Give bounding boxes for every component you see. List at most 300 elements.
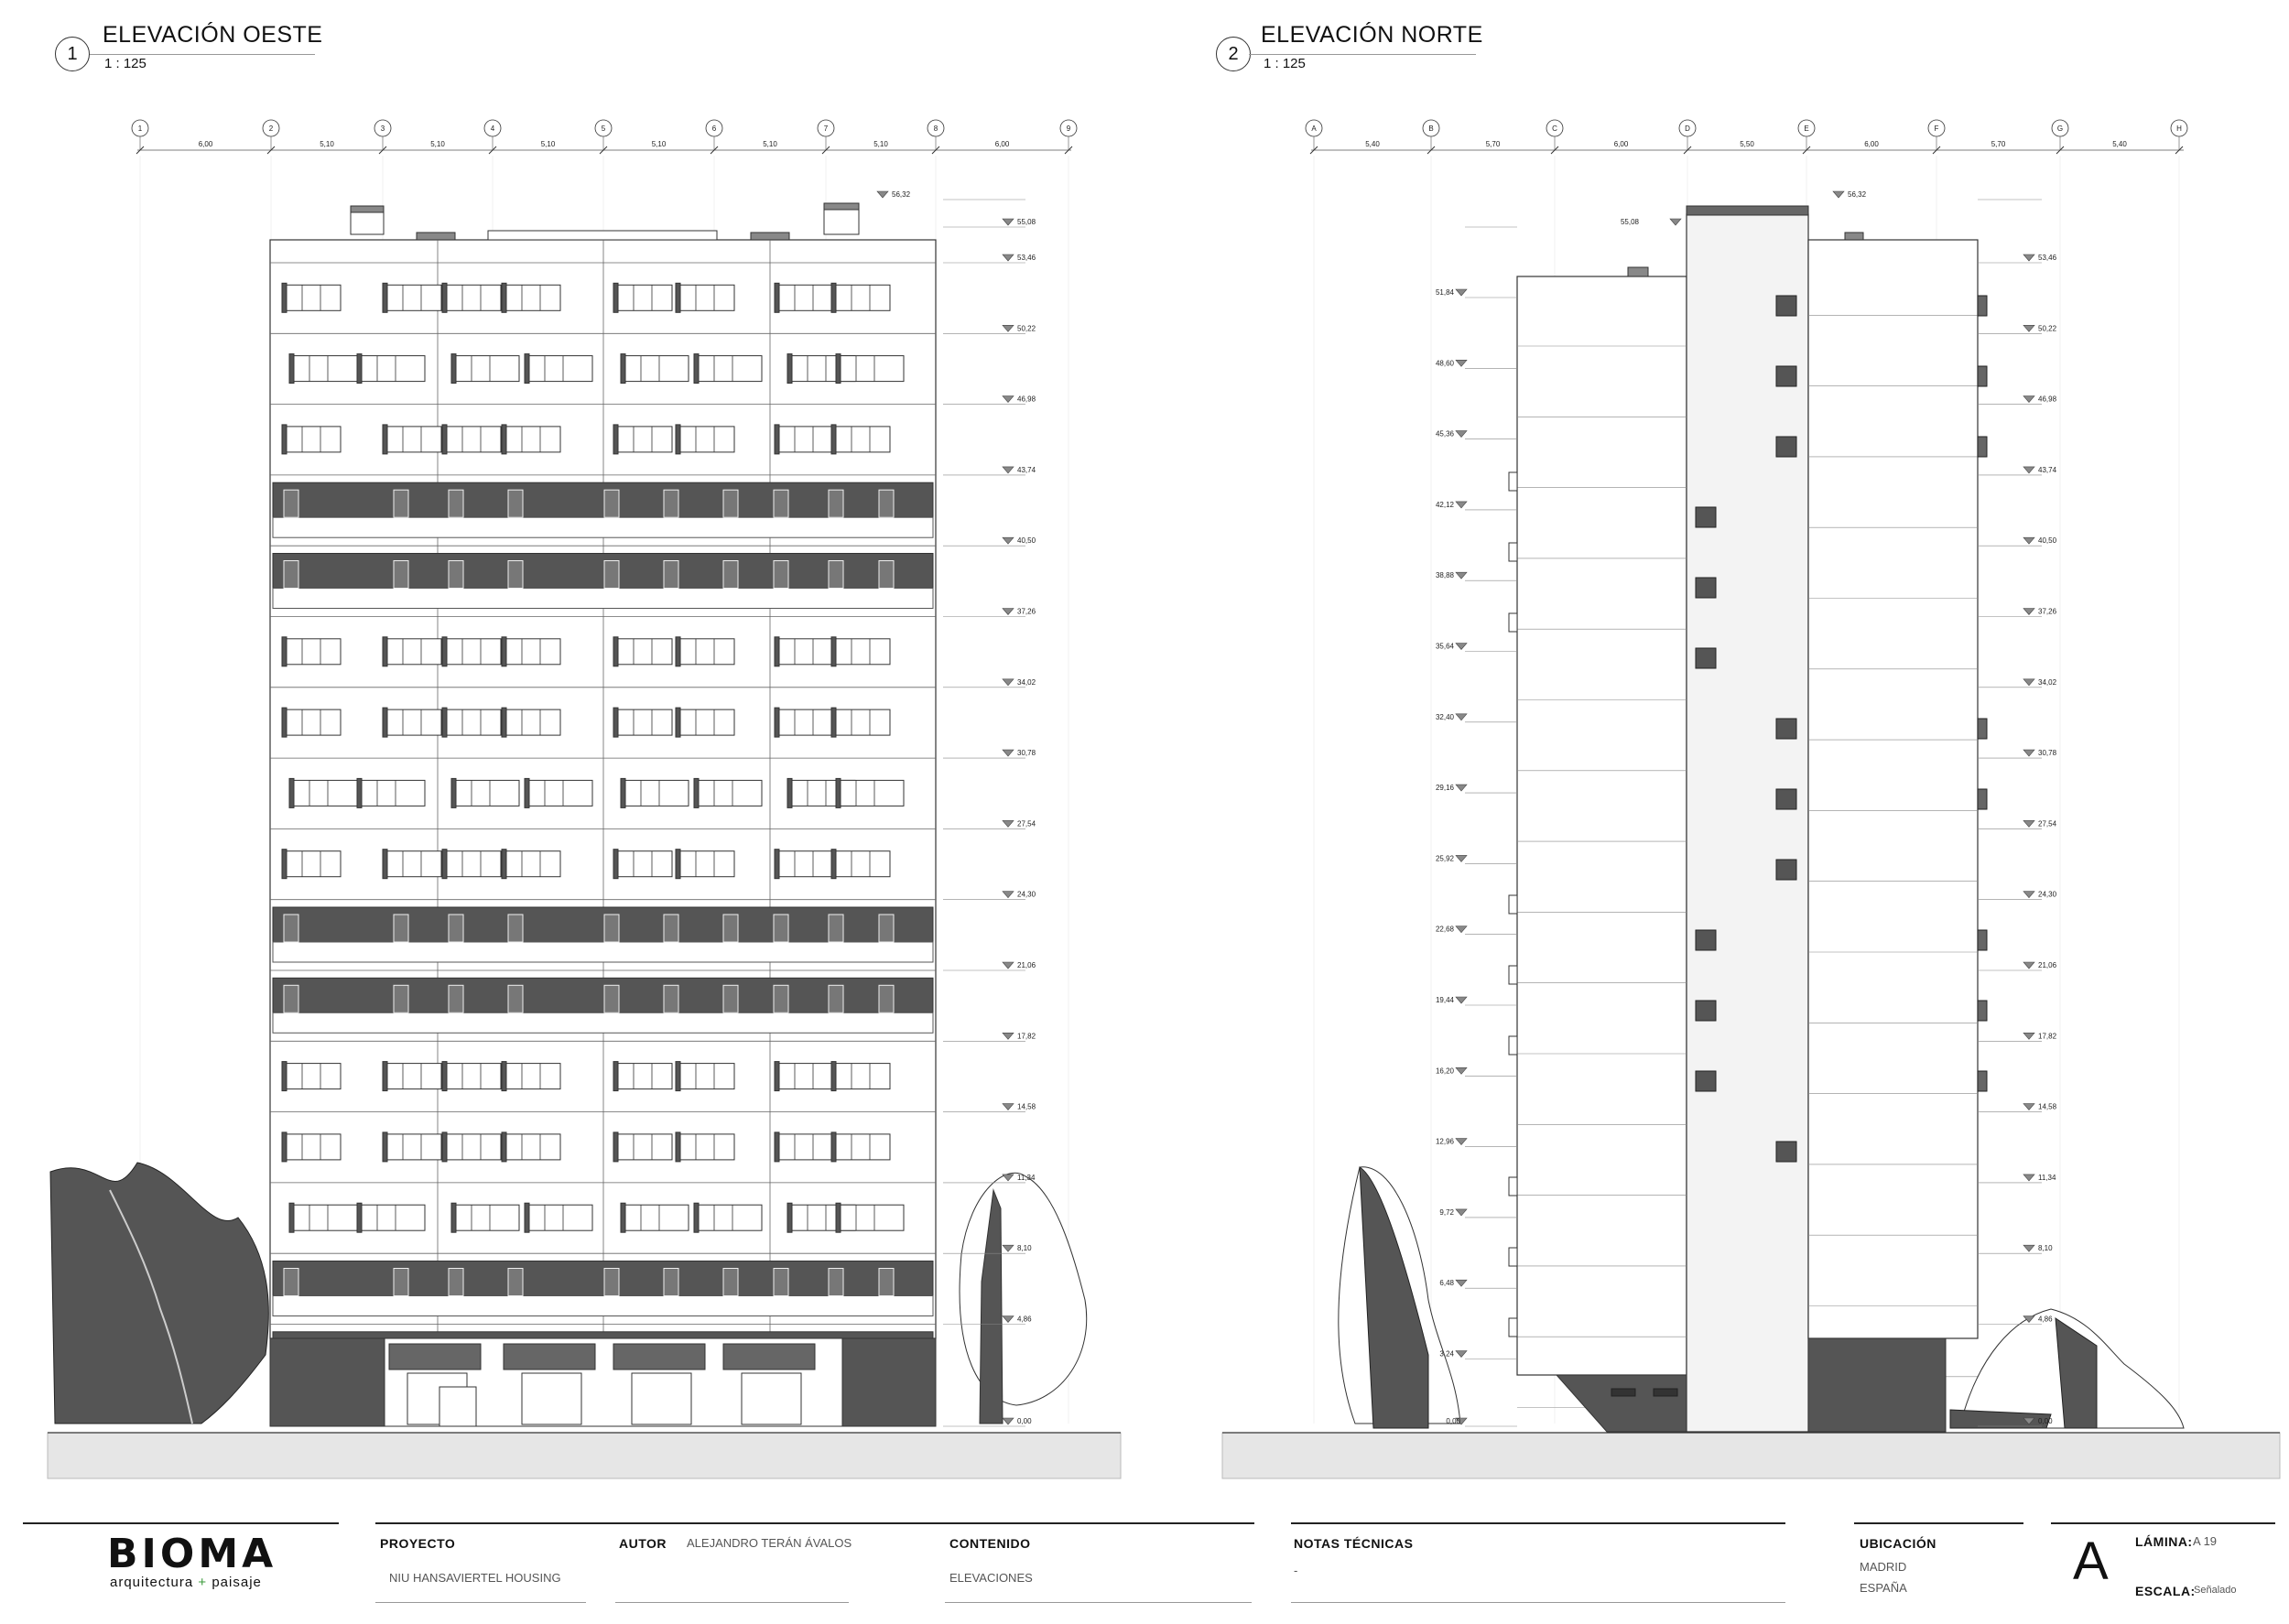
grid-spacing-label: 6,00 (994, 140, 1010, 148)
window-shutter (621, 1203, 625, 1232)
level-marker (1003, 254, 1014, 261)
side-window (1978, 719, 1987, 739)
vent-grille (1654, 1389, 1677, 1396)
side-window (1978, 437, 1987, 457)
level-marker (1003, 1418, 1014, 1424)
window (678, 285, 734, 310)
level-label: 43,74 (1017, 465, 1036, 474)
level-marker (1670, 219, 1681, 225)
grid-axis-label: 9 (1066, 125, 1071, 133)
notas-label: NOTAS TÉCNICAS (1294, 1536, 1414, 1551)
window-shutter (676, 637, 680, 666)
level-label: 22,68 (1435, 925, 1454, 934)
level-label: 0,00 (1446, 1417, 1460, 1425)
level-label: 4,86 (1017, 1315, 1032, 1324)
balcony-door (394, 1269, 408, 1296)
roof-vent (751, 233, 789, 240)
level-marker (2023, 396, 2034, 403)
balcony-door (879, 915, 894, 942)
shopfront-transom (389, 1344, 481, 1370)
autor-value: ALEJANDRO TERÁN ÁVALOS (687, 1536, 852, 1550)
window-shutter (775, 1132, 779, 1162)
balcony-door (879, 1269, 894, 1296)
level-label: 24,30 (1017, 890, 1036, 899)
titleblock-line-lamina (2051, 1522, 2275, 1524)
window-shutter (676, 1062, 680, 1091)
core-window (1696, 507, 1716, 527)
balcony-door (723, 490, 738, 517)
level-label: 40,50 (1017, 536, 1036, 546)
view-2-number: 2 (1216, 37, 1251, 71)
side-window (1509, 543, 1517, 561)
balcony-door (284, 490, 298, 517)
window-shutter (357, 354, 362, 384)
side-window (1509, 613, 1517, 632)
level-marker (2023, 892, 2034, 898)
side-window (1978, 366, 1987, 386)
lamina-value: A 19 (2193, 1534, 2218, 1548)
window-shutter (694, 778, 699, 807)
window-shutter (831, 425, 836, 454)
level-marker (2023, 325, 2034, 331)
level-label: 32,40 (1435, 712, 1454, 721)
level-label: 16,20 (1435, 1066, 1454, 1076)
window (284, 1134, 341, 1160)
level-label: 45,36 (1435, 429, 1454, 438)
balcony-door (508, 490, 523, 517)
window-shutter (289, 778, 294, 807)
window-shutter (383, 283, 387, 312)
window (453, 780, 519, 806)
contenido-value: ELEVACIONES (949, 1571, 1033, 1585)
view-1-title: ELEVACIÓN OESTE (103, 22, 323, 48)
grid-axis-label: A (1311, 125, 1317, 133)
window (291, 1205, 357, 1230)
level-marker (2023, 1245, 2034, 1251)
grid-spacing-label: 5,10 (651, 140, 667, 148)
side-window (1509, 1036, 1517, 1055)
window-shutter (836, 778, 841, 807)
level-label: 35,64 (1435, 642, 1454, 651)
balcony-door (879, 561, 894, 589)
window (833, 285, 890, 310)
grid-axis-label: H (2176, 125, 2182, 133)
window-shutter (383, 850, 387, 879)
window-shutter (289, 1203, 294, 1232)
level-marker (2023, 609, 2034, 615)
level-label: 53,46 (1017, 254, 1036, 262)
window (444, 709, 501, 735)
window (776, 1134, 833, 1160)
level-label: 21,06 (1017, 961, 1036, 969)
grid-spacing-label: 5,10 (763, 140, 777, 148)
level-marker (2023, 750, 2034, 756)
window (385, 1134, 441, 1160)
shopfront-transom (723, 1344, 815, 1370)
window (615, 851, 672, 877)
window-shutter (442, 637, 447, 666)
window (504, 639, 560, 665)
roof-parapet (488, 231, 717, 240)
window-shutter (831, 637, 836, 666)
window-shutter (613, 425, 618, 454)
level-marker (1003, 679, 1014, 686)
vent-grille (1611, 1389, 1635, 1396)
window (526, 780, 592, 806)
window (678, 1134, 734, 1160)
balcony-door (664, 490, 678, 517)
ground-floor-block-left (1557, 1375, 1687, 1432)
grid-axis-label: F (1934, 125, 1939, 133)
grid-axis-label: 4 (490, 125, 495, 133)
core-window (1776, 860, 1796, 880)
balcony-door (723, 1269, 738, 1296)
balcony-door (394, 561, 408, 589)
north-elevation (1222, 120, 2280, 1478)
level-label: 43,74 (2038, 465, 2057, 474)
window-shutter (836, 354, 841, 384)
window-shutter (676, 1132, 680, 1162)
level-marker (2023, 254, 2034, 261)
grid-axis-label: 2 (268, 125, 274, 133)
level-marker (1456, 289, 1467, 296)
balcony-door (449, 561, 463, 589)
level-label: 38,88 (1435, 571, 1454, 580)
level-label: 17,82 (2038, 1032, 2057, 1041)
level-marker (1003, 537, 1014, 544)
balcony-door (664, 915, 678, 942)
level-marker (1003, 892, 1014, 898)
level-marker (1456, 855, 1467, 861)
window-shutter (787, 778, 792, 807)
window (504, 851, 560, 877)
grid-axis-label: 3 (380, 125, 385, 133)
level-label: 27,54 (1017, 819, 1036, 828)
window-shutter (525, 778, 529, 807)
level-label: 4,86 (2038, 1315, 2053, 1324)
level-label: 27,54 (2038, 819, 2057, 828)
tree-left-canopy (50, 1163, 268, 1424)
window-shutter (289, 354, 294, 384)
level-label: 46,98 (2038, 395, 2057, 404)
side-window (1509, 966, 1517, 984)
side-window (1509, 895, 1517, 914)
balcony-door (449, 915, 463, 942)
window (284, 639, 341, 665)
window (678, 851, 734, 877)
level-marker (2023, 1104, 2034, 1110)
side-window (1509, 1177, 1517, 1196)
window-shutter (621, 778, 625, 807)
window (696, 356, 762, 382)
balcony-door (394, 985, 408, 1012)
balcony-door (604, 490, 619, 517)
roof-vent (417, 233, 455, 240)
window (776, 851, 833, 877)
balcony-door (394, 915, 408, 942)
ubicacion-city: MADRID (1860, 1560, 1907, 1574)
ground-slab (48, 1433, 1121, 1478)
entrance-door (439, 1387, 476, 1426)
window (385, 709, 441, 735)
balcony-door (604, 985, 619, 1012)
window-shutter (357, 778, 362, 807)
window (444, 639, 501, 665)
balcony-door (774, 985, 788, 1012)
grid-spacing-label: 6,00 (198, 140, 213, 148)
window (623, 780, 689, 806)
window-shutter (282, 1062, 287, 1091)
level-marker (2023, 679, 2034, 686)
window-shutter (694, 1203, 699, 1232)
window-shutter (442, 708, 447, 737)
balcony-door (604, 1269, 619, 1296)
level-label: 37,26 (1017, 607, 1036, 616)
side-window (1509, 1318, 1517, 1337)
window (776, 427, 833, 452)
level-label: 11,34 (2038, 1173, 2056, 1182)
grid-spacing-label: 5,70 (1991, 140, 2006, 148)
window (696, 780, 762, 806)
core-roof-cap (1687, 206, 1808, 215)
level-marker (1456, 926, 1467, 933)
window (444, 427, 501, 452)
grid-spacing-label: 5,70 (1485, 140, 1501, 148)
window (833, 851, 890, 877)
level-marker (2023, 1033, 2034, 1039)
window (385, 285, 441, 310)
balcony-door (284, 561, 298, 589)
window (776, 639, 833, 665)
level-label: 56,32 (1848, 190, 1867, 199)
level-marker (1003, 962, 1014, 969)
level-marker (2023, 537, 2034, 544)
window-shutter (502, 425, 506, 454)
window-shutter (613, 708, 618, 737)
tree-right-outline (960, 1173, 1087, 1405)
balcony-rail (273, 942, 933, 962)
level-label: 53,46 (2038, 254, 2057, 262)
window-shutter (621, 354, 625, 384)
side-window (1978, 296, 1987, 316)
window (284, 851, 341, 877)
level-label: 55,08 (1620, 218, 1639, 226)
window-shutter (451, 1203, 456, 1232)
balcony-door (774, 561, 788, 589)
level-label: 42,12 (1435, 500, 1454, 509)
window (833, 1064, 890, 1089)
window-shutter (451, 354, 456, 384)
window-shutter (831, 283, 836, 312)
window-shutter (676, 850, 680, 879)
balcony-rail (273, 589, 933, 609)
window-shutter (451, 778, 456, 807)
balcony-rail (273, 517, 933, 537)
window-shutter (694, 354, 699, 384)
balcony-door (449, 1269, 463, 1296)
level-marker (2023, 1175, 2034, 1181)
level-marker (1456, 785, 1467, 791)
level-label: 6,48 (1439, 1279, 1454, 1288)
balcony-door (284, 985, 298, 1012)
window (776, 709, 833, 735)
window-shutter (787, 354, 792, 384)
window (291, 356, 357, 382)
window (526, 1205, 592, 1230)
side-window (1509, 1248, 1517, 1266)
window (623, 356, 689, 382)
grid-axis-label: 5 (601, 125, 606, 133)
level-marker (877, 191, 888, 198)
view-2-scale: 1 : 125 (1264, 56, 1306, 71)
balcony-door (774, 1269, 788, 1296)
left-wing-facade (1517, 276, 1687, 1375)
window (833, 1134, 890, 1160)
window-shutter (383, 425, 387, 454)
level-label: 40,50 (2038, 536, 2057, 546)
roof-structure-right (824, 209, 859, 234)
window-shutter (613, 283, 618, 312)
level-marker (1833, 191, 1844, 198)
window (833, 639, 890, 665)
window (385, 1064, 441, 1089)
window (504, 285, 560, 310)
window-shutter (525, 354, 529, 384)
level-label: 11,34 (1017, 1173, 1036, 1182)
window (359, 780, 425, 806)
balcony-door (829, 490, 843, 517)
balcony-door (723, 915, 738, 942)
window-shutter (613, 1132, 618, 1162)
level-label: 9,72 (1439, 1207, 1454, 1217)
window-shutter (442, 1062, 447, 1091)
window (385, 639, 441, 665)
ubicacion-country: ESPAÑA (1860, 1581, 1907, 1595)
level-marker (2023, 820, 2034, 827)
level-label: 0,00 (2038, 1417, 2053, 1425)
window-shutter (502, 1062, 506, 1091)
window (776, 1064, 833, 1089)
roof-structure-left (351, 212, 384, 234)
grid-spacing-label: 5,40 (1365, 140, 1380, 148)
window (444, 851, 501, 877)
shopfront-glazing (742, 1373, 801, 1424)
window-shutter (613, 850, 618, 879)
window-shutter (442, 850, 447, 879)
window (615, 1064, 672, 1089)
autor-label: AUTOR (619, 1536, 667, 1551)
level-label: 46,98 (1017, 395, 1036, 404)
contenido-label: CONTENIDO (949, 1536, 1031, 1551)
level-label: 48,60 (1435, 359, 1454, 368)
level-marker (1003, 609, 1014, 615)
view-2-title: ELEVACIÓN NORTE (1261, 22, 1483, 48)
core-window (1776, 296, 1796, 316)
window-shutter (775, 283, 779, 312)
window-shutter (282, 1132, 287, 1162)
west-elevation (48, 120, 1121, 1478)
window (284, 285, 341, 310)
balcony-door (508, 1269, 523, 1296)
level-label: 24,30 (2038, 890, 2057, 899)
window (678, 427, 734, 452)
window (678, 1064, 734, 1089)
window (623, 1205, 689, 1230)
side-window (1978, 1001, 1987, 1021)
window (504, 1134, 560, 1160)
balcony-door (774, 490, 788, 517)
window (444, 285, 501, 310)
level-marker (1456, 1280, 1467, 1286)
grid-axis-label: 6 (711, 125, 717, 133)
window-shutter (787, 1203, 792, 1232)
proyecto-underline (375, 1602, 586, 1603)
level-label: 29,16 (1435, 784, 1454, 793)
escala-value: Señalado (2194, 1585, 2237, 1596)
balcony-door (879, 985, 894, 1012)
ground-slab (1222, 1433, 2280, 1478)
titleblock-line-proyecto (375, 1522, 1254, 1524)
side-window (1978, 789, 1987, 809)
core-window (1776, 437, 1796, 457)
window-shutter (525, 1203, 529, 1232)
window-shutter (442, 1132, 447, 1162)
level-marker (2023, 962, 2034, 969)
level-label: 56,32 (892, 190, 911, 199)
level-marker (1456, 502, 1467, 508)
roof-vent (1845, 233, 1863, 240)
window (696, 1205, 762, 1230)
window-shutter (442, 283, 447, 312)
level-marker (1456, 1351, 1467, 1358)
level-marker (1456, 997, 1467, 1003)
grid-spacing-label: 5,10 (540, 140, 556, 148)
window-shutter (282, 708, 287, 737)
stair-core (1687, 214, 1808, 1432)
window (504, 1064, 560, 1089)
window (615, 427, 672, 452)
level-label: 34,02 (1017, 677, 1036, 687)
window (385, 851, 441, 877)
window (838, 780, 904, 806)
window-shutter (831, 850, 836, 879)
core-window (1696, 578, 1716, 598)
balcony-door (879, 490, 894, 517)
bioma-logo-subtitle: arquitectura + paisaje (110, 1575, 262, 1590)
window (359, 356, 425, 382)
level-label: 55,08 (1017, 218, 1036, 226)
level-label: 12,96 (1435, 1137, 1454, 1146)
balcony-door (284, 915, 298, 942)
grid-axis-label: 8 (933, 125, 938, 133)
shopfront-glazing (522, 1373, 581, 1424)
window (678, 639, 734, 665)
balcony-door (508, 561, 523, 589)
window (615, 1134, 672, 1160)
window (385, 427, 441, 452)
level-label: 14,58 (1017, 1102, 1036, 1111)
level-label: 8,10 (1017, 1244, 1032, 1253)
window (453, 1205, 519, 1230)
balcony-door (829, 1269, 843, 1296)
level-marker (1003, 750, 1014, 756)
contenido-underline (945, 1602, 1252, 1603)
window-shutter (282, 637, 287, 666)
grid-axis-label: C (1552, 125, 1557, 133)
balcony-door (449, 490, 463, 517)
shopfront-transom (613, 1344, 705, 1370)
window (615, 285, 672, 310)
